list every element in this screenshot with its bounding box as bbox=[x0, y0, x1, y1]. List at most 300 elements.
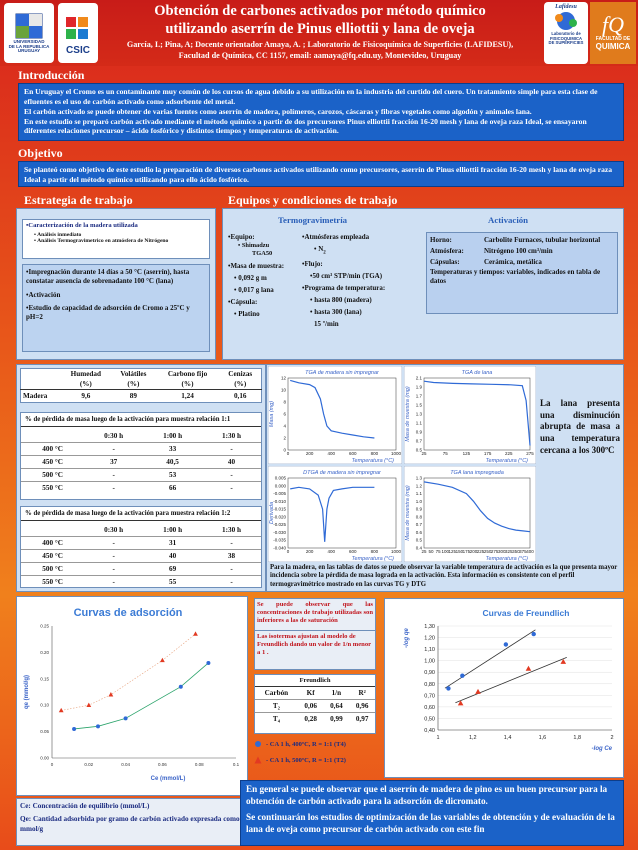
estrategia-box1-item-2: Análisis Termogravimetrico en atmósfera de Nitrógeno bbox=[37, 238, 169, 244]
y-tick-label: 0.000 bbox=[274, 483, 286, 489]
r12-title: % de pérdida de masa luego de la activación para muestra relación 1:2 bbox=[21, 507, 261, 521]
table-cell: - bbox=[230, 539, 233, 547]
fit-line-t4 bbox=[445, 630, 535, 688]
y-tick-label: 8 bbox=[283, 399, 286, 405]
atmosfera-value: Nitrógeno 100 cm³/min bbox=[484, 246, 553, 255]
y-tick-label: 1,10 bbox=[424, 647, 435, 654]
y-tick-label: 10 bbox=[280, 387, 286, 393]
table-cell: - bbox=[112, 484, 115, 492]
x-tick-label: 1,8 bbox=[573, 735, 582, 741]
table-header-row bbox=[21, 524, 261, 537]
x-tick-label: 100 bbox=[441, 549, 449, 554]
dtga-madera-chart bbox=[268, 466, 402, 562]
freundlich-chart bbox=[386, 600, 622, 776]
tga-madera-chart bbox=[268, 366, 402, 464]
data-point-t2 bbox=[59, 708, 64, 712]
tga-lana-chart bbox=[404, 366, 536, 464]
data-point-t2 bbox=[86, 703, 91, 707]
chart-title: DTGA de madera sin impregnar bbox=[303, 470, 381, 476]
prog-value-2: hasta 300 (lana) bbox=[314, 308, 362, 317]
lafidesu-logo bbox=[544, 2, 588, 64]
x-tick-label: 1,2 bbox=[468, 735, 477, 741]
x-tick-label: 1,6 bbox=[538, 735, 547, 741]
y-tick-label: 2 bbox=[283, 435, 286, 441]
data-point-t2 bbox=[160, 658, 165, 662]
table-cell: 450 °C bbox=[42, 458, 63, 466]
y-tick-label: 0.00 bbox=[40, 755, 49, 761]
x-tick-label: 25 bbox=[421, 451, 427, 456]
y-tick-label: 0,50 bbox=[424, 716, 435, 723]
table-row bbox=[21, 469, 261, 482]
table-cell: Madera bbox=[23, 392, 48, 400]
y-tick-label: 0.15 bbox=[40, 676, 49, 682]
table-header-row bbox=[255, 687, 375, 700]
y-tick-label: 1.3 bbox=[415, 411, 422, 417]
y-tick-label: 0,90 bbox=[424, 670, 435, 677]
x-tick-label: 325 bbox=[505, 549, 513, 554]
capsula-value: Platino bbox=[238, 310, 260, 319]
y-tick-label: 0,70 bbox=[424, 693, 435, 700]
table-cell: 0,64 bbox=[330, 702, 343, 710]
data-point-t4 bbox=[72, 727, 76, 731]
conclusion-p1: En general se puede observar que el aserrín de madera de pino es un buen precursor para la obtención de carbón activado para la adsorción de dicromato. bbox=[246, 784, 608, 806]
estrategia-box1-title: •Caracterización de la madera utilizada bbox=[26, 222, 138, 229]
y-tick-label: 0,40 bbox=[424, 728, 435, 734]
x-tick-label: 800 bbox=[370, 451, 379, 456]
fq-line2: QUIMICA bbox=[595, 42, 631, 52]
capsula-label: •Cápsula: bbox=[228, 298, 258, 307]
note-1-box bbox=[254, 598, 376, 634]
table-cell: - bbox=[112, 445, 115, 453]
udelar-logo bbox=[4, 3, 54, 63]
intro-heading: Introducción bbox=[18, 68, 85, 82]
atm-sub: 2 bbox=[323, 250, 326, 256]
table-cell: 40 bbox=[168, 552, 177, 560]
table-row bbox=[21, 379, 262, 390]
atm-value: N bbox=[318, 245, 324, 254]
activacion-box bbox=[426, 232, 618, 314]
udelar-line3: URUGUAY bbox=[17, 48, 41, 54]
chart-title: TGA de madera sin impregnar bbox=[305, 370, 379, 376]
y-axis-label: qe (mmol/g) bbox=[24, 675, 30, 709]
y-tick-label: 0.7 bbox=[415, 438, 422, 444]
freundlich-table-title: Freundlich bbox=[255, 675, 375, 687]
masa-label: •Masa de muestra: bbox=[228, 261, 285, 270]
adsorcion-legend bbox=[254, 740, 384, 764]
molecule-icon bbox=[549, 10, 583, 32]
shield-icon bbox=[14, 12, 44, 40]
objetivo-heading: Objetivo bbox=[18, 146, 63, 160]
y-tick-label: 0.5 bbox=[415, 447, 422, 453]
intro-paragraph-3: En este estudio se preparó carbón activado mediante el método químico a partir de dos precursores Pinus elliottii fracción 16-20 mesh y lana de oveja raza Ideal, se ensayaron diferentes relaciones precursor – ácido fosfórico y distintos tiempos y temperaturas de activación. bbox=[24, 116, 587, 136]
csic-text: CSIC bbox=[66, 44, 90, 56]
estrategia-box1-item: • Análisis Termogravimetrico en atmósfera de Nitrógeno bbox=[34, 238, 169, 244]
y-tick-label: 1.0 bbox=[415, 498, 422, 504]
lafidesu-line3: DE SUPERFICIES bbox=[548, 40, 584, 46]
objetivo-text: Se planteó como objetivo de este estudio la preparación de diversos carbones activados utilizando como precursores, aserrín de Pinus elliottii fracción 16-20 mesh y lana de oveja raza Ideal a partir del método químico utilizando para ello ácido fosfórico. bbox=[24, 165, 613, 184]
table-cell bbox=[21, 369, 61, 380]
madera-table bbox=[20, 368, 262, 403]
y-tick-label: 1.5 bbox=[415, 402, 422, 408]
table-cell: 0,06 bbox=[304, 702, 317, 710]
y-tick-label: 0.05 bbox=[40, 729, 49, 735]
y-tick-label: 0.5 bbox=[415, 537, 422, 543]
table-cell: T₂ bbox=[272, 702, 280, 710]
x-axis-label: -log Ce bbox=[591, 746, 612, 752]
csic-logo bbox=[58, 3, 98, 63]
x-axis-label: Temperatura (°C) bbox=[485, 556, 528, 562]
y-tick-label: 1,20 bbox=[424, 635, 435, 642]
table-cell: 450 °C bbox=[42, 552, 63, 560]
note-1: Se puede observar que las concentraciones de trabajo utilizadas son inferiores a las de saturación bbox=[257, 601, 373, 624]
affiliation: Facultad de Química, CC 1157, email: aamaya@fq.edu.uy, Montevideo, Uruguay bbox=[178, 51, 462, 60]
glossary-qe: Qe: Cantidad adsorbida por gramo de carbón activado expresada como mmol/g bbox=[20, 815, 240, 833]
table-cell: Humedad bbox=[70, 370, 102, 378]
x-tick-label: 400 bbox=[327, 549, 335, 554]
estrategia-box1-item: • Análisis inmediato bbox=[34, 232, 82, 238]
circle-marker-icon bbox=[254, 740, 262, 748]
table-cell: 0,97 bbox=[355, 715, 369, 723]
prog-rate: 15 º/min bbox=[314, 320, 339, 329]
table-cell: 1,24 bbox=[181, 392, 194, 400]
lafidesu-top: Lafidesu bbox=[555, 4, 577, 10]
y-tick-label: -0.020 bbox=[273, 514, 286, 520]
y-tick-label: 1.1 bbox=[415, 420, 422, 426]
y-tick-label: 1.9 bbox=[415, 384, 422, 390]
table-cell: - bbox=[112, 552, 115, 560]
y-tick-label: 1,00 bbox=[424, 658, 435, 665]
tga-lana-impregnada-chart bbox=[404, 466, 536, 562]
x-tick-label: 0 bbox=[286, 451, 290, 456]
fq-logo bbox=[590, 2, 636, 64]
intro-box bbox=[18, 83, 624, 141]
x-tick-label: 0.04 bbox=[121, 762, 130, 767]
poster-title-line2: utilizando aserrín de Pinus elliottii y lana de oveja bbox=[165, 21, 475, 37]
table-row bbox=[21, 443, 261, 456]
table-cell: 500 °C bbox=[42, 565, 63, 573]
table-cell: 89 bbox=[129, 392, 137, 400]
table-header-cell: 0:30 h bbox=[104, 432, 124, 440]
table-cell: 33 bbox=[168, 445, 177, 453]
x-axis-label: Temperatura (°C) bbox=[351, 556, 394, 562]
data-point-t4 bbox=[532, 632, 536, 636]
x-tick-label: 225 bbox=[505, 451, 513, 456]
legend-item-t4 bbox=[254, 740, 384, 748]
lafidesu-line2: FISICOQUIMICA bbox=[549, 35, 583, 41]
series-line-t4 bbox=[74, 663, 208, 729]
chart-title: Curvas de Freundlich bbox=[482, 608, 570, 618]
table-row bbox=[21, 550, 261, 563]
table-row bbox=[21, 576, 261, 589]
r12-table-box bbox=[20, 506, 262, 588]
chart-title: TGA de lana bbox=[461, 370, 493, 376]
x-tick-label: 150 bbox=[455, 549, 464, 554]
x-tick-label: 0.08 bbox=[194, 762, 204, 767]
x-tick-label: 275 bbox=[526, 451, 534, 456]
fit-line-t2 bbox=[455, 657, 566, 702]
data-point-t4 bbox=[504, 642, 508, 646]
x-tick-label: 375 bbox=[519, 549, 527, 554]
y-tick-label: 12 bbox=[280, 375, 286, 381]
x-tick-label: 1 bbox=[436, 735, 440, 741]
horno-label: Horno: bbox=[430, 236, 452, 244]
y-axis-label: -log qe bbox=[404, 628, 410, 648]
x-tick-label: 75 bbox=[442, 451, 448, 456]
csic-emblem-icon bbox=[62, 11, 94, 45]
y-tick-label: 1.7 bbox=[415, 393, 422, 399]
y-tick-label: 0.9 bbox=[415, 429, 422, 435]
y-tick-label: 0,80 bbox=[424, 681, 435, 688]
x-axis-label: Temperatura (°C) bbox=[485, 458, 528, 464]
x-tick-label: 1000 bbox=[390, 549, 402, 554]
estrategia-box1-item-1: Análisis inmediato bbox=[37, 232, 82, 238]
data-point-t2 bbox=[108, 692, 113, 696]
masa-value-2: 0,017 g lana bbox=[238, 285, 274, 294]
y-axis-label: Masa (mg) bbox=[269, 400, 275, 428]
table-row bbox=[21, 369, 262, 380]
table-cell: Cenizas bbox=[228, 370, 253, 378]
table-cell: - bbox=[112, 471, 115, 479]
x-tick-label: 350 bbox=[512, 549, 520, 554]
objetivo-box bbox=[18, 161, 624, 187]
y-tick-label: -0.030 bbox=[273, 529, 286, 535]
intro-paragraph-1: En Uruguay el Cromo es un contaminante muy común de los cursos de agua debido a su utilización en la industria del curtido del cuero. Un tratamiento simple para esta clase de efluentes es el uso de carbón activado como adsorbente del metal. bbox=[24, 87, 598, 106]
chart-title: TGA lana impregnada bbox=[450, 470, 504, 476]
table-header-cell: 1:00 h bbox=[163, 526, 183, 534]
y-tick-label: 0.7 bbox=[415, 522, 422, 528]
table-cell: - bbox=[230, 471, 233, 479]
table-header-cell: 1/n bbox=[331, 689, 342, 697]
table-cell: - bbox=[230, 578, 233, 586]
table-cell: (%) bbox=[234, 380, 247, 388]
x-tick-label: 600 bbox=[349, 451, 357, 456]
fq-mark: fQ bbox=[602, 12, 624, 38]
atm-label: •Atmósferas empleada bbox=[302, 233, 370, 241]
table-cell: 40,5 bbox=[166, 458, 179, 466]
table-cell: 0,96 bbox=[355, 702, 369, 710]
data-point-t4 bbox=[124, 716, 128, 720]
udelar-line1: UNIVERSIDAD bbox=[13, 38, 45, 44]
table-cell: 40 bbox=[227, 458, 236, 466]
legend-item-t2 bbox=[254, 756, 384, 764]
x-tick-label: 25 bbox=[421, 549, 427, 554]
data-point-t4 bbox=[179, 685, 183, 689]
table-row bbox=[21, 390, 262, 403]
termo-title: Termogravimetría bbox=[278, 215, 348, 225]
horno-value: Carbolite Furnaces, tubular horizontal bbox=[484, 236, 601, 244]
x-tick-label: 800 bbox=[370, 549, 379, 554]
data-point-t2 bbox=[475, 689, 481, 694]
table-cell: 550 °C bbox=[42, 578, 63, 586]
estrategia-box-2 bbox=[22, 264, 210, 352]
table-cell: 0,99 bbox=[330, 715, 343, 723]
y-tick-label: 4 bbox=[283, 423, 286, 429]
y-tick-label: 1,30 bbox=[424, 624, 435, 630]
legend-label-t2: - CA 1 h, 500ºC, R = 1:1 (T2) bbox=[266, 756, 346, 764]
r12-table bbox=[21, 524, 261, 588]
x-tick-label: 1,4 bbox=[503, 735, 512, 741]
x-tick-label: 400 bbox=[327, 451, 335, 456]
r11-table-box bbox=[20, 412, 262, 500]
table-header-cell bbox=[21, 524, 84, 537]
table-row bbox=[255, 713, 375, 726]
x-tick-label: 0 bbox=[50, 762, 54, 767]
table-cell: - bbox=[112, 565, 115, 573]
series-line-t2 bbox=[61, 634, 195, 711]
x-tick-label: 0.1 bbox=[232, 762, 240, 767]
x-tick-label: 2 bbox=[610, 735, 614, 741]
estrategia-box2-p1: •Impregnación durante 14 días a 50 °C (aserrín), hasta constatar ausencia de sobrenadante 100 °C (lana) bbox=[26, 268, 190, 285]
estrategia-box2-p2: •Activación bbox=[26, 290, 61, 299]
table-cell: (%) bbox=[127, 380, 140, 388]
triangle-marker-icon bbox=[254, 756, 262, 764]
table-cell: 0,28 bbox=[304, 715, 317, 723]
freundlich-table bbox=[255, 687, 375, 725]
table-header-cell: 1:30 h bbox=[222, 526, 242, 534]
table-header-cell: Carbón bbox=[264, 689, 289, 697]
y-tick-label: 0.005 bbox=[274, 475, 286, 481]
lafidesu-line1: Laboratorio de bbox=[551, 31, 581, 36]
data-point-t2 bbox=[526, 666, 532, 671]
table-cell bbox=[21, 379, 61, 390]
estrategia-box2-p3: •Estudio de capacidad de adsorción de Cromo a 25ºC y pH=2 bbox=[26, 304, 190, 321]
data-point-t4 bbox=[206, 661, 210, 665]
y-tick-label: 0.6 bbox=[415, 529, 422, 535]
table-cell: 38 bbox=[227, 552, 236, 560]
y-tick-label: 2.1 bbox=[415, 375, 422, 381]
capsulas-value: Cerámica, metálica bbox=[484, 257, 542, 266]
table-cell: - bbox=[112, 578, 115, 586]
x-tick-label: 1000 bbox=[390, 451, 402, 456]
table-cell: 55 bbox=[168, 578, 177, 586]
table-cell: - bbox=[230, 445, 233, 453]
table-row bbox=[21, 456, 261, 469]
tga-paragraph: Para la madera, en las tablas de datos se puede observar la variable temperatura de activación es la que presenta mayor incidencia sobre la pérdida de masa lograda en la activación. Esta información es consistente con el perfil termogravimétrico mostrado en las curvas TG y DTG bbox=[270, 564, 618, 588]
x-tick-label: 0 bbox=[286, 549, 290, 554]
x-tick-label: 200 bbox=[305, 451, 314, 456]
data-point-t4 bbox=[460, 673, 464, 677]
x-tick-label: 125 bbox=[448, 549, 457, 554]
y-tick-label: 0,60 bbox=[424, 704, 435, 711]
conclusion-p2: Se continuarán los estudios de optimización de las variables de obtención y de evaluación de la lana de oveja como precursor de carbón activado con este fin bbox=[246, 811, 615, 834]
poster-title-line1: Obtención de carbones activados por método químico bbox=[154, 3, 486, 19]
table-row bbox=[21, 537, 261, 550]
y-tick-label: 1.2 bbox=[415, 483, 422, 489]
y-tick-label: -0.035 bbox=[273, 537, 286, 543]
equipos-col1: •Equipo: • Shimadzu TGA50 •Masa de muestra: • 0,092 g m • 0,017 g lana •Cápsula: • Platino bbox=[228, 233, 300, 353]
x-tick-label: 250 bbox=[483, 549, 492, 554]
equipo-value-1: Shimadzu bbox=[241, 242, 270, 250]
x-tick-label: 75 bbox=[435, 549, 441, 554]
table-header-cell: Kf bbox=[306, 689, 315, 697]
y-tick-label: 0.4 bbox=[415, 545, 422, 551]
table-cell: 66 bbox=[168, 484, 177, 492]
conclusion-box bbox=[240, 780, 624, 846]
x-tick-label: 125 bbox=[462, 451, 471, 456]
x-tick-label: 175 bbox=[462, 549, 471, 554]
table-cell: 400 °C bbox=[42, 445, 63, 453]
table-cell: 9,6 bbox=[81, 392, 91, 400]
table-cell: Carbono fijo bbox=[167, 370, 208, 378]
table-header-cell: 1:30 h bbox=[222, 432, 242, 440]
y-tick-label: -0.010 bbox=[273, 498, 286, 504]
y-tick-label: -0.005 bbox=[273, 491, 286, 497]
x-tick-label: 200 bbox=[469, 549, 478, 554]
flujo-value: •50 cm³ STP/min (TGA) bbox=[310, 272, 383, 281]
atmosfera-label: Atmósfera: bbox=[430, 246, 464, 255]
x-tick-label: 175 bbox=[483, 451, 492, 456]
x-tick-label: 200 bbox=[305, 549, 314, 554]
table-cell: - bbox=[230, 565, 233, 573]
intro-paragraph-2: El carbón activado se puede obtener de varias fuentes como aserrín de madera, polímeros, carozos, cáscaras y fibras vegetales como algodón y animales lana. bbox=[24, 106, 532, 116]
y-axis-label: Masa de muestra (mg) bbox=[405, 485, 411, 541]
data-point-t4 bbox=[446, 686, 450, 690]
authors: García, I.; Pina, A; Docente orientador Amaya, A. ; Laboratorio de Fisicoquímica de Superficies (LAFIDESU), bbox=[126, 40, 514, 49]
y-axis-label: Derivada bbox=[269, 501, 275, 525]
table-header-row bbox=[21, 430, 261, 443]
equipo-value-2: TGA50 bbox=[252, 250, 273, 258]
table-cell: 53 bbox=[168, 471, 177, 479]
x-tick-label: 300 bbox=[497, 549, 506, 554]
data-point-t2 bbox=[193, 631, 198, 635]
y-tick-label: 0.25 bbox=[40, 623, 49, 629]
table-row bbox=[21, 482, 261, 495]
r11-table bbox=[21, 430, 261, 494]
prog-label: •Programa de temperatura: bbox=[302, 284, 386, 293]
x-tick-label: 600 bbox=[349, 549, 357, 554]
table-cell: - bbox=[112, 539, 115, 547]
table-cell: Volátiles bbox=[120, 370, 147, 378]
note-2-box bbox=[254, 630, 376, 670]
y-tick-label: -0.015 bbox=[273, 506, 286, 512]
table-cell: (%) bbox=[181, 380, 194, 388]
y-tick-label: 1.3 bbox=[415, 475, 422, 481]
y-axis-label: Masa de muestra (mg) bbox=[405, 386, 411, 442]
y-tick-label: 6 bbox=[283, 411, 286, 417]
table-cell: 69 bbox=[168, 565, 177, 573]
table-row bbox=[255, 700, 375, 713]
y-tick-label: 0.10 bbox=[40, 702, 49, 708]
table-cell: T₄ bbox=[272, 715, 280, 723]
equipos-col2: •Atmósferas empleada • $N_2$ •Flujo: •50 cm³ STP/min (TGA) •Programa de temperatura: • hasta 800 (madera) • hasta 300 (lana) 15 º/min bbox=[302, 233, 422, 353]
table-cell: 550 °C bbox=[42, 484, 63, 492]
udelar-line2: DE LA REPUBLICA bbox=[8, 43, 50, 49]
table-cell: 400 °C bbox=[42, 539, 63, 547]
chart-title: Curvas de adsorción bbox=[73, 607, 183, 619]
estrategia-heading: Estrategia de trabajo bbox=[24, 193, 133, 207]
table-cell: - bbox=[230, 484, 233, 492]
table-header-cell bbox=[21, 430, 84, 443]
table-row bbox=[21, 563, 261, 576]
table-cell: 0,16 bbox=[233, 392, 247, 400]
data-point-t4 bbox=[96, 724, 100, 728]
x-axis-label: Temperatura (°C) bbox=[351, 458, 394, 464]
x-tick-label: 50 bbox=[428, 549, 434, 554]
fq-line1: FACULTAD DE bbox=[595, 36, 631, 43]
x-tick-label: 0.06 bbox=[158, 762, 167, 767]
table-header-cell: 0:30 h bbox=[104, 526, 124, 534]
glossary-box bbox=[16, 798, 248, 846]
estrategia-box-1 bbox=[22, 219, 210, 259]
x-tick-label: 400 bbox=[526, 549, 534, 554]
y-tick-label: 1.1 bbox=[415, 491, 422, 497]
glossary-ce: Ce: Concentración de equilibrio (mmol/L) bbox=[20, 802, 150, 810]
y-tick-label: 0.20 bbox=[40, 649, 49, 655]
adsorcion-chart bbox=[18, 598, 246, 794]
x-axis-label: Ce (mmol/L) bbox=[150, 776, 186, 782]
y-tick-label: 0.8 bbox=[415, 514, 422, 520]
note-2: Las isotermas ajustan al modelo de Freundlich dando un valor de 1/n menor a 1 . bbox=[257, 633, 371, 656]
